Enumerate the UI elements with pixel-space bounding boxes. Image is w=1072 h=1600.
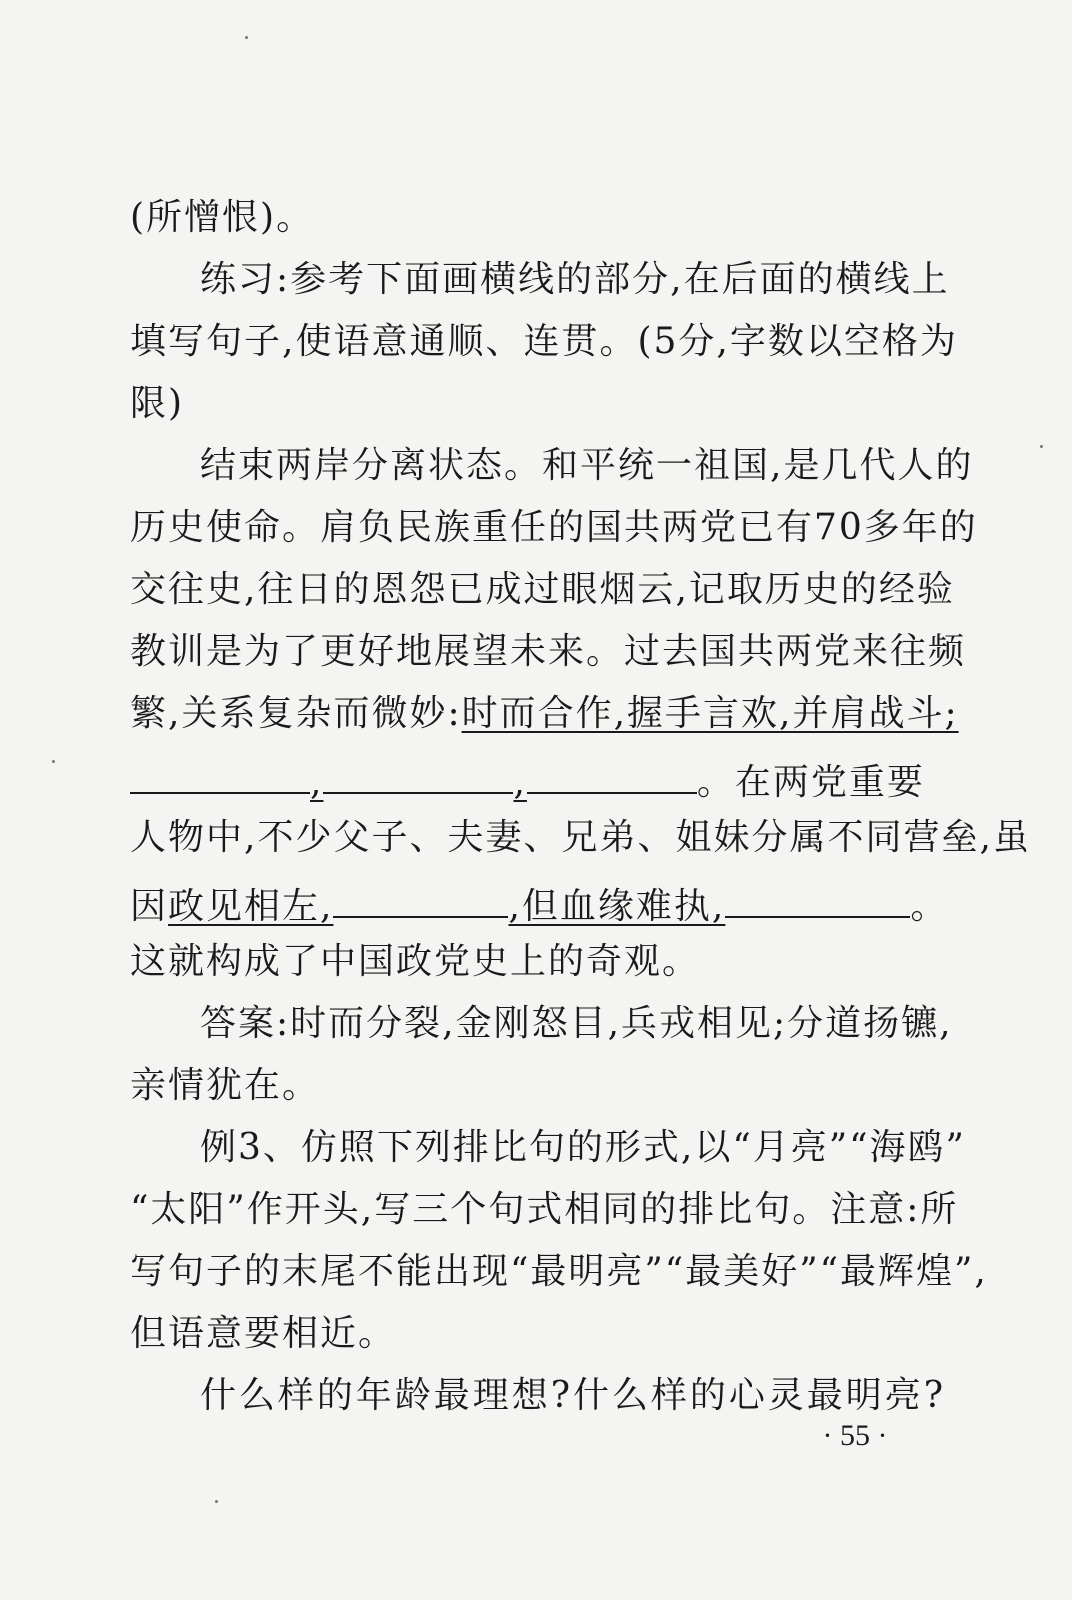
text-line <box>130 1312 945 1356</box>
text-line <box>130 506 978 550</box>
line-text: 亲情犹在。 <box>130 1065 321 1106</box>
line-text: 什么样的年龄最理想?什么样的心灵最明亮? <box>200 1375 945 1416</box>
line-text: 人物中,不少父子、夫妻、兄弟、姐妹分属不同营垒,虽 <box>130 817 1031 858</box>
line-text: 在两党重要 <box>734 762 925 803</box>
text-line <box>130 568 955 612</box>
line-text: 。 <box>696 762 735 803</box>
text-line <box>130 1064 945 1108</box>
text-line <box>130 320 958 364</box>
line-text: , <box>310 762 324 803</box>
text-line <box>130 196 945 240</box>
answer-blank <box>527 754 697 794</box>
answer-blank <box>130 754 310 794</box>
answer-blank <box>333 878 508 918</box>
line-text: 教训是为了更好地展望未来。过去国共两党来往频 <box>130 631 967 672</box>
line-text: 历史使命。肩负民族重任的国共两党已有70多年的 <box>130 507 978 548</box>
fill-in-line <box>130 754 945 803</box>
underlined-example: 政见相左, <box>168 886 334 927</box>
line-text: 但语意要相近。 <box>130 1313 397 1354</box>
page-number: · 55 · <box>822 1419 888 1452</box>
scan-speck <box>52 760 55 763</box>
text-line <box>200 444 974 488</box>
answer-blank <box>323 754 513 794</box>
fill-in-line <box>130 878 949 927</box>
scan-speck <box>1040 445 1043 448</box>
line-text: 答案:时而分裂,金刚怒目,兵戎相见;分道扬镳, <box>200 1003 953 1044</box>
line-text: 填写句子,使语意通顺、连贯。(5分,字数以空格为 <box>130 321 958 362</box>
line-text: 。 <box>910 886 949 927</box>
scan-speck <box>245 36 248 39</box>
underlined-example: 但血缘难执, <box>521 886 726 927</box>
text-line <box>130 382 945 426</box>
line-text: 繁,关系复杂而微妙: <box>130 693 462 734</box>
line-text: (所憎恨)。 <box>130 197 315 238</box>
text-line <box>200 1374 945 1418</box>
line-text: 例3、仿照下列排比句的形式,以“月亮”“海鸥” <box>200 1127 966 1168</box>
example-heading <box>200 1126 966 1170</box>
line-text: 因 <box>130 886 169 927</box>
underlined-example: 时而合作,握手言欢,并肩战斗; <box>461 693 959 734</box>
scan-speck <box>215 1500 218 1503</box>
text-line <box>130 692 959 736</box>
answer-line <box>200 1002 953 1046</box>
text-line <box>130 1250 988 1294</box>
line-text: , <box>513 762 527 803</box>
answer-blank <box>725 878 910 918</box>
text-line <box>130 940 945 984</box>
line-text: 结束两岸分离状态。和平统一祖国,是几代人的 <box>200 445 974 486</box>
text-line <box>130 816 1031 860</box>
text-line <box>130 630 967 674</box>
line-text: “太阳”作开头,写三个句式相同的排比句。注意:所 <box>130 1189 959 1230</box>
text-line <box>130 1188 959 1232</box>
line-text: 练习:参考下面画横线的部分,在后面的横线上 <box>200 259 950 300</box>
line-text: 限) <box>130 383 185 424</box>
exercise-heading <box>200 258 950 302</box>
line-text: 交往史,往日的恩怨已成过眼烟云,记取历史的经验 <box>130 569 955 610</box>
line-text: 写句子的末尾不能出现“最明亮”“最美好”“最辉煌”, <box>130 1251 988 1292</box>
line-text: 这就构成了中国政党史上的奇观。 <box>130 941 701 982</box>
line-text: , <box>508 886 522 927</box>
